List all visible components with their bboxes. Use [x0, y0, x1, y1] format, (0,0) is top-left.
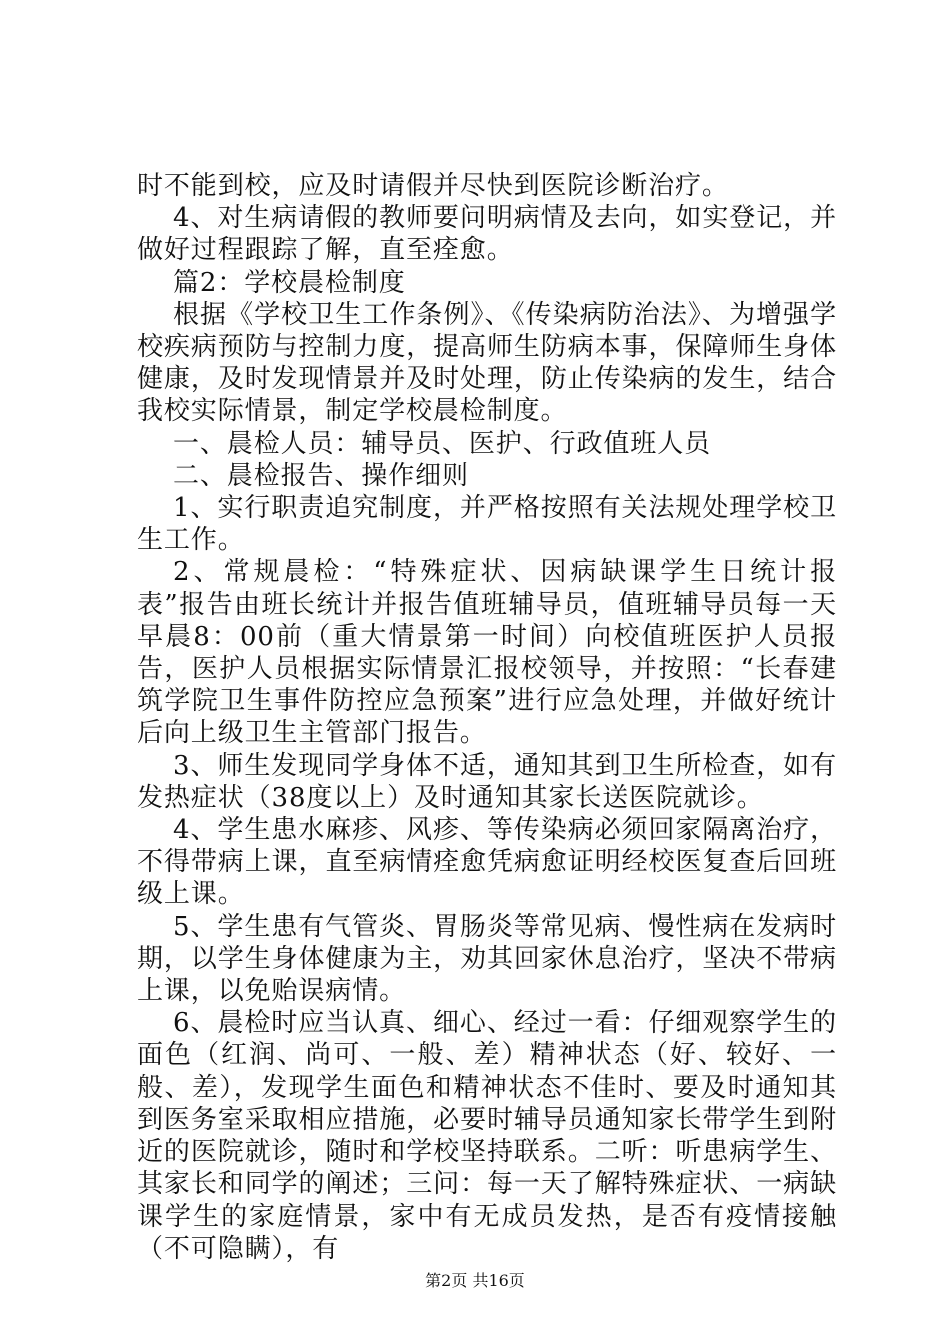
paragraph-rule-6: 6、晨检时应当认真、细心、经过一看：仔细观察学生的面色（红润、尚可、一般、差）精神状态（好、较好、一般、差），发现学生面色和精神状态不佳时、要及时通知其到医务室采取相应措施，必要时辅导员通知家长带学生到附近的医院就诊，随时和学校坚持联系。二听：听患病学生、其家长和同学的阐述；三问：每一天了解特殊症状、一病缺课学生的家庭情景，家中有无成员发热，是否有疫情接触（不可隐瞒），有 — [137, 1008, 837, 1264]
paragraph-continuation: 时不能到校，应及时请假并尽快到医院诊断治疗。 — [137, 171, 729, 201]
paragraph-rule-5: 5、学生患有气管炎、胃肠炎等常见病、慢性病在发病时期，以学生身体健康为主，劝其回家休息治疗，坚决不带病上课，以免贻误病情。 — [137, 911, 837, 1007]
paragraph-rule-4: 4、学生患水麻疹、风疹、等传染病必须回家隔离治疗，不得带病上课，直至病情痊愈凭病愈证明经校医复查后回班级上课。 — [137, 815, 837, 910]
paragraph-heading-personnel: 一、晨检人员：辅导员、医护、行政值班人员 — [173, 428, 712, 459]
paragraph-rule-1: 1、实行职责追究制度，并严格按照有关法规处理学校卫生工作。 — [137, 493, 837, 556]
document-body — [137, 170, 837, 1265]
paragraph-heading-rules: 二、晨检报告、操作细则 — [173, 460, 469, 491]
section-title: 篇2：学校晨检制度 — [173, 267, 406, 298]
paragraph-intro: 根据《学校卫生工作条例》、《传染病防治法》、为增强学校疾病预防与控制力度，提高师生防病本事，保障师生身体健康，及时发现情景并及时处理，防止传染病的发生，结合我校实际情景，制定学校晨检制度。 — [137, 299, 837, 427]
page-number-footer: 第2页 共16页 — [425, 1271, 525, 1290]
paragraph-rule-3: 3、师生发现同学身体不适，通知其到卫生所检查，如有发热症状（38度以上）及时通知其家长送医院就诊。 — [137, 750, 837, 813]
paragraph-item-4-sick-leave: 4、对生病请假的教师要问明病情及去向，如实登记，并做好过程跟踪了解，直至痊愈。 — [137, 203, 837, 266]
paragraph-rule-2: 2、常规晨检：“特殊症状、因病缺课学生日统计报表”报告由班长统计并报告值班辅导员，值班辅导员每一天早晨8：00前（重大情景第一时间）向校值班医护人员报告，医护人员根据实际情景汇报校领导，并按照：“长春建筑学院卫生事件防控应急预案”进行应急处理，并做好统计后向上级卫生主管部门报告。 — [137, 557, 837, 749]
